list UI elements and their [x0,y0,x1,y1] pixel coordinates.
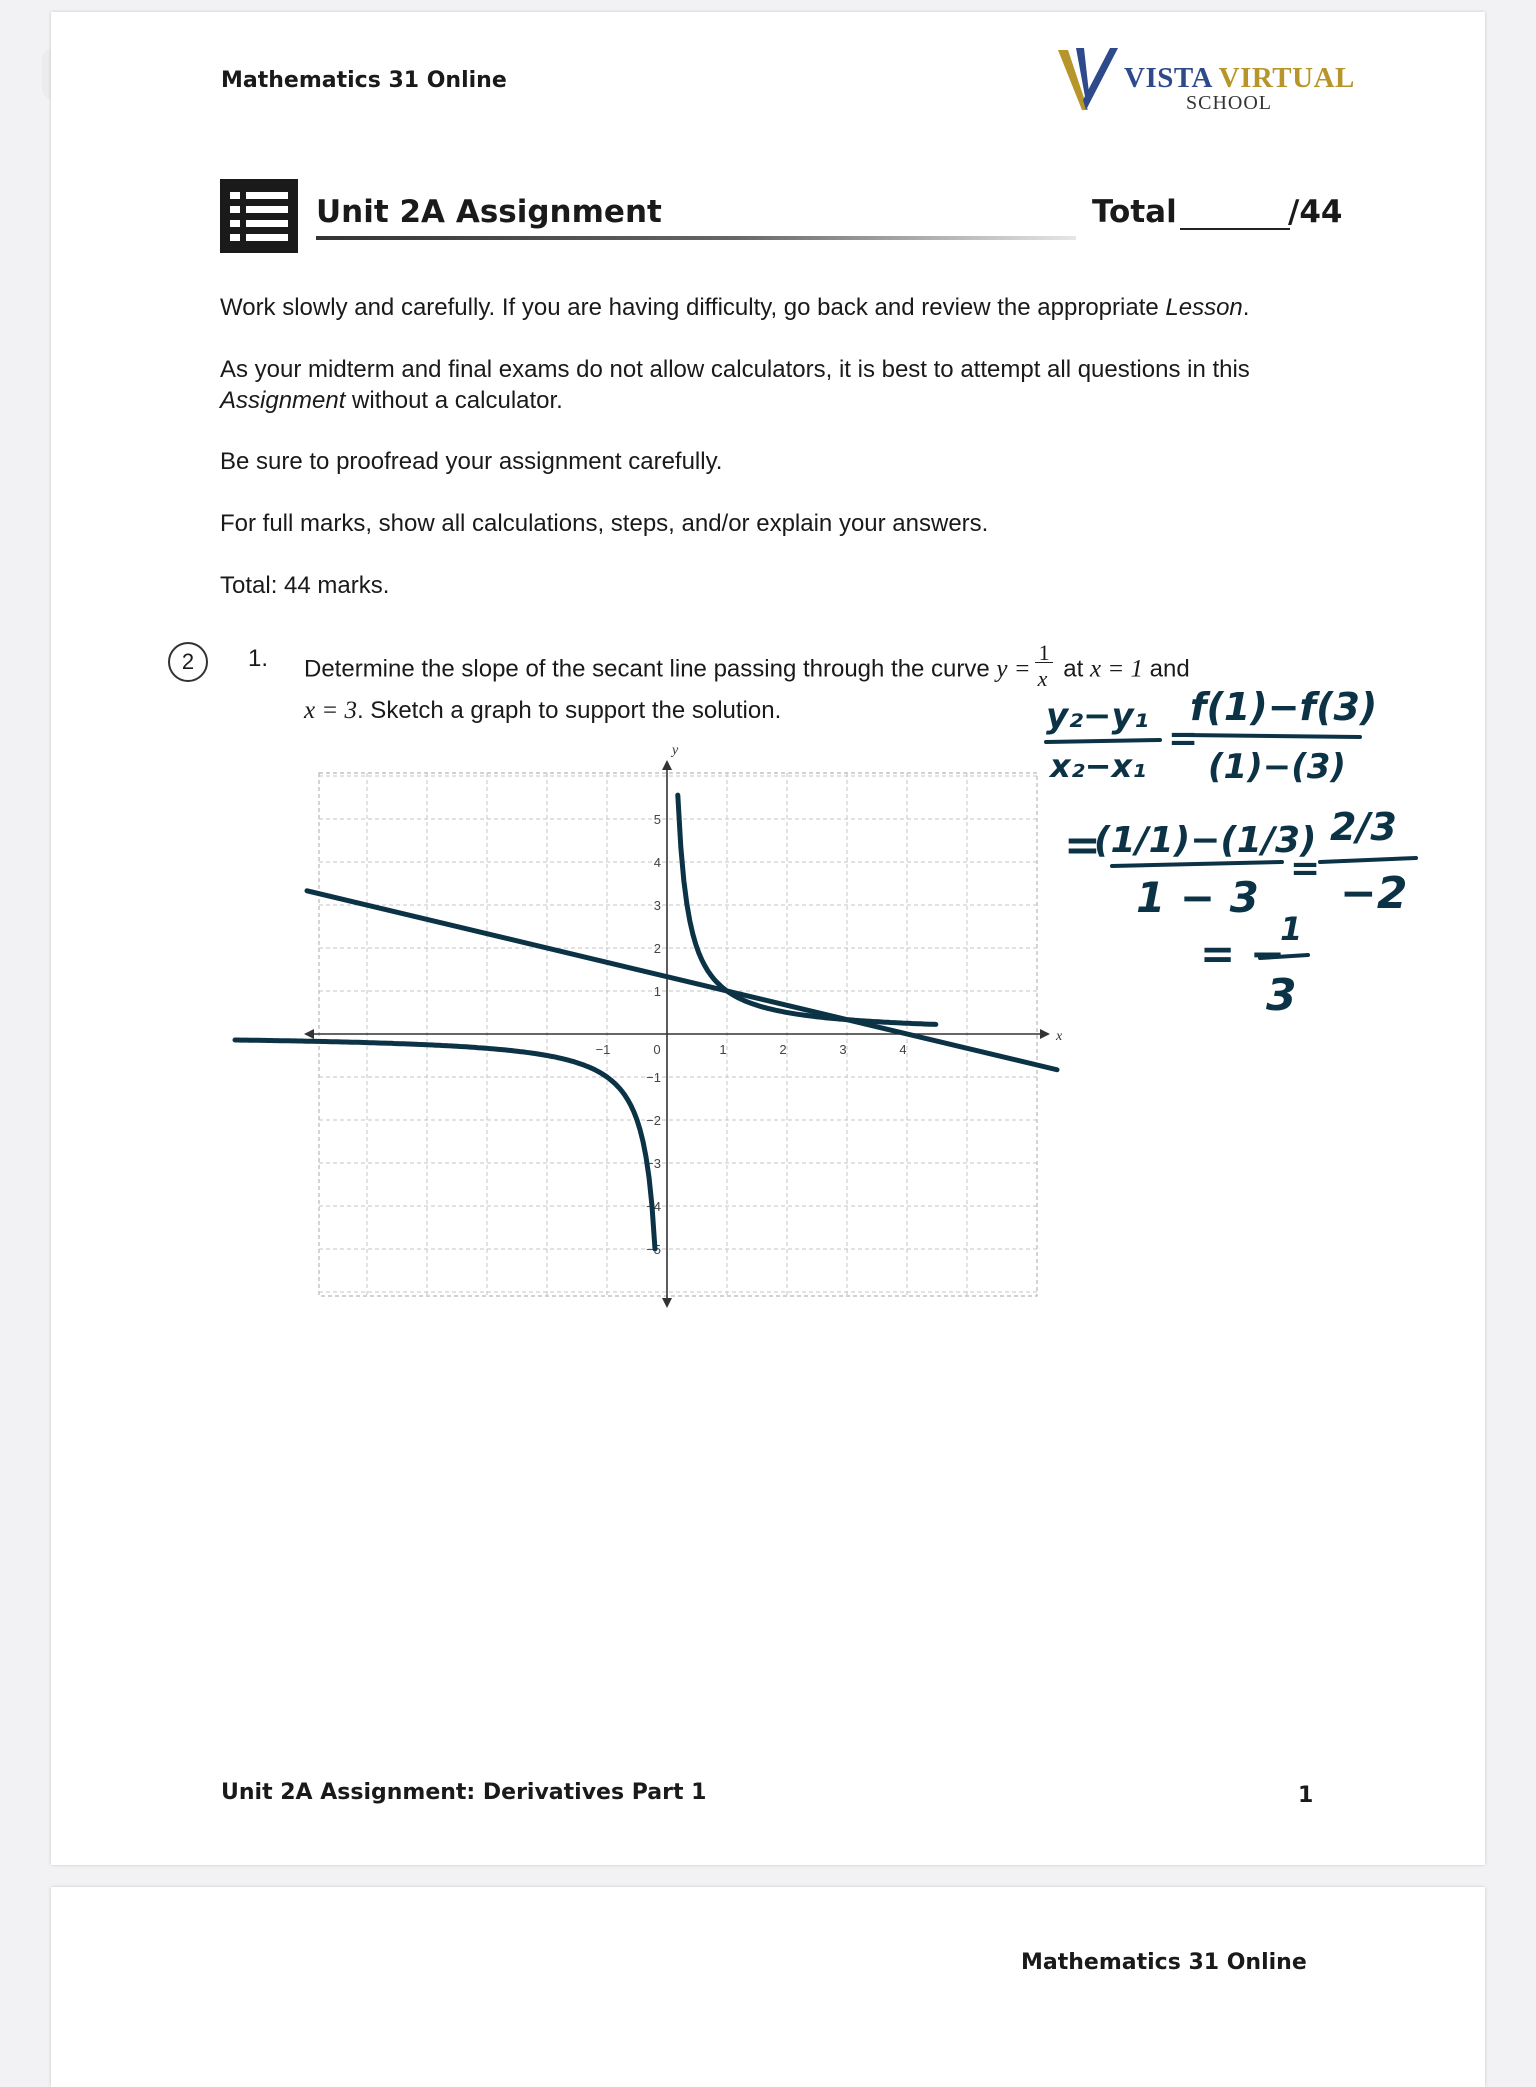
hw-final-equals: = − [1200,929,1286,978]
y-tick-label: −5 [646,1242,661,1257]
y-tick-label: −3 [646,1156,661,1171]
y-tick-label: 3 [653,898,661,913]
hw-fraction-bar-3 [1112,862,1282,866]
hw-rhs-numerator: f(1)−f(3) [1190,685,1378,729]
hw-step-numerator: (1/1)−(1/3) [1094,820,1317,861]
y-axis-label: y [672,743,679,758]
question-number: 1. [248,645,269,672]
y-tick-label: 5 [653,812,661,827]
marks-badge: 2 [168,642,208,682]
y-tick-label: 2 [653,941,661,956]
instruction-4: For full marks, show all calculations, steps, and/or explain your answers. [220,510,989,537]
x-tick-label: 3 [839,1042,847,1057]
logo-word-vista: VISTA [1124,62,1212,94]
hw-final-denominator: 3 [1266,970,1297,1021]
y-tick-label: −1 [646,1070,661,1085]
page2-course-title: Mathematics 31 Online [1021,1950,1307,1975]
instruction-3: Be sure to proofread your assignment carefully. [220,448,723,475]
hw-step-denominator: 1 − 3 [1136,873,1259,922]
x-tick-label: 1 [719,1042,727,1057]
hw-final-numerator: 1 [1280,910,1303,948]
document-page-2 [51,1887,1485,2087]
hw-result-denominator: −2 [1340,868,1408,919]
hw-equals-2: = [1064,820,1101,871]
hw-rhs-denominator: (1)−(3) [1208,747,1346,787]
y-tick-label: −2 [646,1113,661,1128]
hw-fraction-bar-2 [1184,735,1360,737]
fraction-one-over-x: $\frac{1}{x}$ [1035,637,1053,687]
x-tick-label: 4 [899,1042,907,1057]
assignment-title: Unit 2A Assignment [316,194,662,230]
question-text: Determine the slope of the secant line passing through the curve y = $\frac{1}{x}$ at x = 1 and x = 3. Sketch a graph to support the solution. [304,645,1190,726]
instruction-1: Work slowly and carefully. If you are having difficulty, go back and review the appropriate Lesson. [220,294,1250,321]
total-label: Total [1092,194,1177,230]
instruction-2: As your midterm and final exams do not allow calculators, it is best to attempt all questions in this Assignment without a calculator. [220,356,1250,414]
y-tick-label: 4 [653,855,661,870]
hw-equals-1: = [1168,718,1199,759]
hw-fraction-bar-1 [1046,740,1160,742]
y-axis-arrow-down [662,1298,672,1308]
logo-subtitle: SCHOOL [1186,92,1273,114]
hw-lhs-denominator: x₂−x₁ [1050,747,1147,785]
x-tick-label: 2 [779,1042,787,1057]
logo-word-virtual: VIRTUAL [1218,62,1355,94]
hw-equals-3: = [1290,848,1321,889]
x-tick-label: 0 [653,1042,661,1057]
hw-lhs-numerator: y₂−y₁ [1046,696,1149,736]
hw-result-numerator: 2/3 [1330,805,1397,849]
total-score: /44 [1288,194,1343,230]
x-axis-label: x [1056,1029,1063,1044]
y-tick-label: −4 [646,1199,661,1214]
course-title: Mathematics 31 Online [221,68,507,93]
y-tick-label: 1 [653,984,661,999]
footer-page-number: 1 [1298,1783,1314,1808]
hw-fraction-bar-4 [1320,858,1416,862]
footer-unit-title: Unit 2A Assignment: Derivatives Part 1 [221,1780,707,1805]
x-tick-label: −1 [595,1042,611,1057]
total-marks: Total: 44 marks. [220,572,390,599]
